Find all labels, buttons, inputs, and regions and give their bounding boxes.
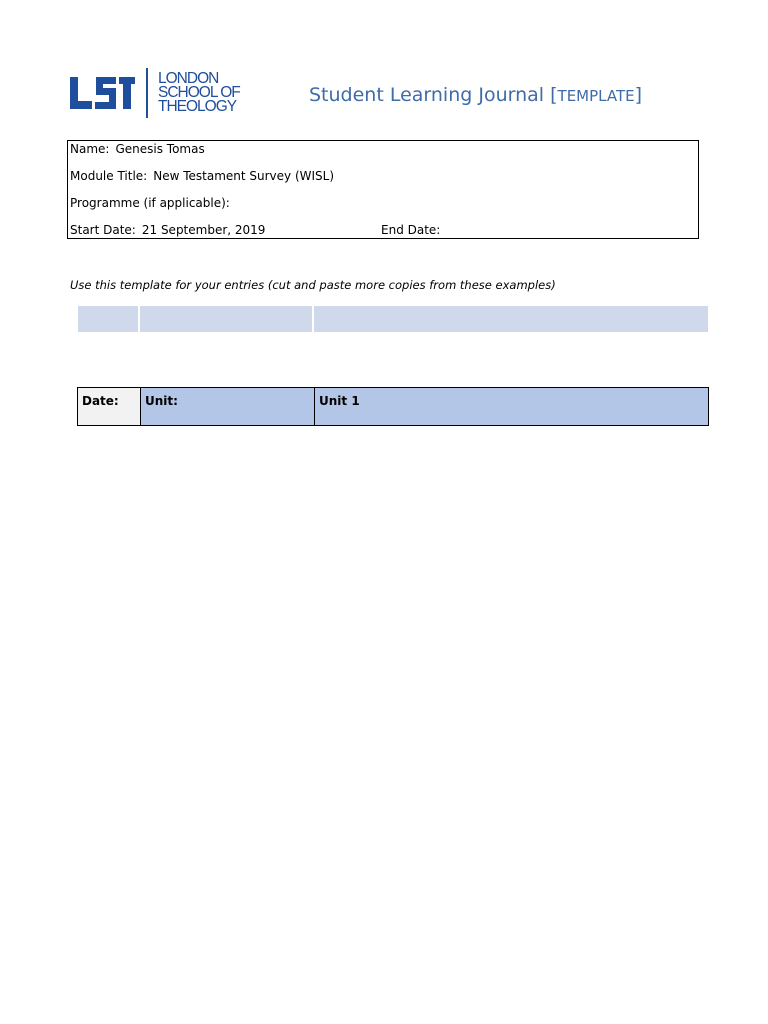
- module-title-row: [70, 169, 334, 183]
- entry-header-strip: [78, 306, 708, 332]
- start-date-value[interactable]: 21 September, 2019: [141, 223, 266, 237]
- logo-line-london: LONDON: [158, 70, 219, 87]
- name-row: [70, 142, 205, 156]
- title-open-bracket: [: [550, 84, 558, 106]
- entry-unit-value-cell[interactable]: [315, 388, 708, 425]
- student-info-box: [67, 140, 699, 239]
- name-label: Name:: [70, 142, 110, 156]
- title-main: Student Learning Journal: [309, 84, 551, 106]
- start-date-label: Start Date:: [70, 223, 136, 237]
- template-instruction: Use this template for your entries (cut and paste more copies from these examples): [70, 278, 556, 292]
- name-value[interactable]: Genesis Tomas: [115, 142, 205, 156]
- entry-date-label: Date:: [82, 394, 119, 408]
- title-template-word: TEMPLATE: [557, 87, 635, 105]
- logo-divider: [146, 68, 148, 118]
- entry-unit-label: Unit:: [145, 394, 178, 408]
- entry-date-cell[interactable]: [78, 388, 141, 425]
- entry-unit-label-cell[interactable]: [141, 388, 315, 425]
- strip-cell-unit[interactable]: [140, 306, 314, 332]
- logo-line-school-of: SCHOOL OF: [158, 84, 240, 101]
- programme-row[interactable]: [70, 196, 230, 210]
- strip-cell-detail[interactable]: [314, 306, 708, 332]
- school-logo: [68, 68, 240, 118]
- module-title-value[interactable]: New Testament Survey (WISL): [153, 169, 335, 183]
- logo-line-theology: THEOLOGY: [158, 98, 237, 115]
- programme-label: Programme (if applicable):: [70, 196, 230, 210]
- entry-unit-value: Unit 1: [319, 394, 360, 408]
- end-date-field[interactable]: [381, 223, 440, 237]
- strip-cell-date[interactable]: [78, 306, 140, 332]
- logo-wordmark: [158, 72, 240, 114]
- module-title-label: Module Title:: [70, 169, 148, 183]
- end-date-label: End Date:: [381, 223, 441, 237]
- title-close-bracket: ]: [634, 84, 643, 106]
- document-title: [309, 84, 642, 106]
- start-date-row: [70, 223, 265, 237]
- journal-entry-table: [77, 387, 709, 426]
- lst-logo-mark: [68, 75, 136, 111]
